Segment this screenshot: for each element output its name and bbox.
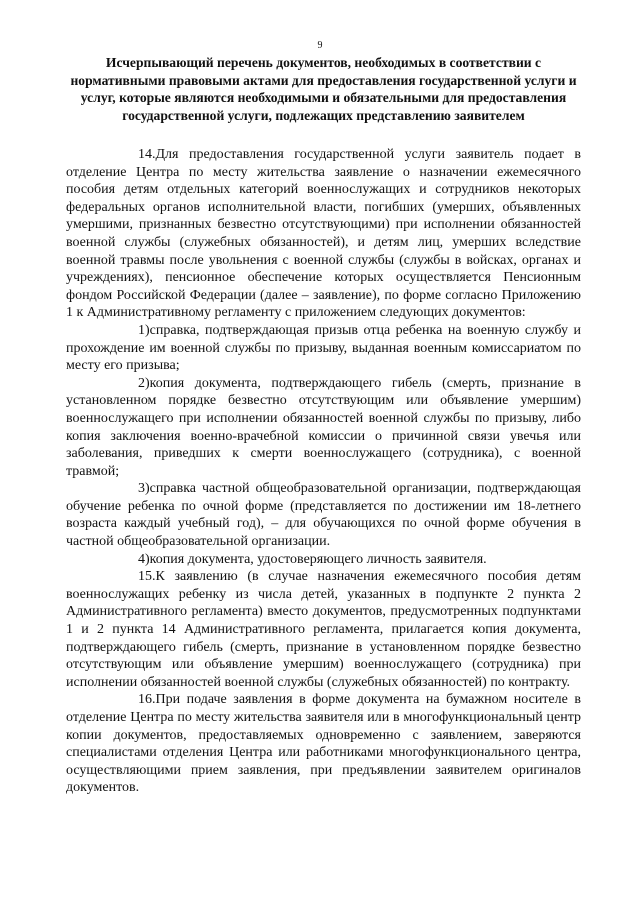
list-item-number: 2) xyxy=(138,375,150,391)
list-item-text: справка частной общеобразовательной организации, подтверждающая обучение ребенка по очной форме (представляется по достижении им 18-летнего возраста каждый учебный год), – для обучающихся по очной форме обучения в частной общеобразовательной организации. xyxy=(66,481,581,550)
paragraph-number: 16. xyxy=(138,692,156,708)
section-heading: Исчерпывающий перечень документов, необходимых в соответствии с нормативными правовыми актами для предоставления государственной услуги и услуг, которые являются необходимыми и обязательными для предоставления государственной услуги, подлежащих представлению заявителем xyxy=(70,55,577,123)
list-item-number: 3) xyxy=(138,481,150,497)
paragraph-text: При подаче заявления в форме документа на бумажном носителе в отделение Центра по месту жительства заявителя или в многофункциональный центр копии документов, предоставляемых одновременно с заявлением, заверяются специалистами отделения Центра или работниками многофункционального центра, осуществляющими прием заявления, при предъявлении заявителем оригиналов документов. xyxy=(66,692,581,796)
paragraph-text: К заявлению (в случае назначения ежемесячного пособия детям военнослужащих ребенку из числа детей, указанных в подпункте 2 пункта 2 Административного регламента) вместо документов, предусмотренных подпунктами 1 и 2 пункта 14 Административного регламента, прилагается копия документа, подтверждающего гибель (смерть, признание в установленном порядке безвестно отсутствующим или объявление умершим) военнослужащего (сотрудника) при исполнении обязанностей военной службы (служебных обязанностей) по контракту. xyxy=(66,569,581,690)
list-item-text: копия документа, удостоверяющего личность заявителя. xyxy=(149,551,487,567)
paragraph-number: 15. xyxy=(138,569,156,585)
paragraph-text: Для предоставления государственной услуги заявитель подает в отделение Центра по месту жительства заявление о назначении ежемесячного пособия детям отдельных категорий военнослужащих и сотрудников некоторых федеральных органов исполнительной власти, погибших (умерших, объявленных умершими, признанных безвестно отсутствующими) при исполнении обязанностей военной службы (служебных обязанностей), и детям лиц, умерших вследствие военной травмы после увольнения с военной службы (службы в войсках, органах и учреждениях), пенсионное обеспечение которых осуществляется Пенсионным фондом Российской Федерации (далее – заявление), по форме согласно Приложению 1 к Административному регламенту с приложением следующих документов: xyxy=(66,147,581,321)
list-item-2 xyxy=(66,375,581,481)
list-item-3 xyxy=(66,480,581,550)
list-item-4 xyxy=(66,551,581,569)
list-item-number: 1) xyxy=(138,322,150,338)
page-number: 9 xyxy=(317,40,323,51)
list-item-number: 4) xyxy=(138,551,150,567)
list-item-1 xyxy=(66,322,581,375)
paragraph-number: 14. xyxy=(138,147,156,162)
document-page xyxy=(66,40,581,797)
list-item-text: справка, подтверждающая призыв отца ребенка на военную службу и прохождение им военной службы по призыву, выданная военным комиссариатом по месту его призыва; xyxy=(66,322,581,374)
list-item-text: копия документа, подтверждающего гибель (смерть, признание в установленном порядке безвестно отсутствующим или объявление умершим) военнослужащего при исполнении обязанностей военной службы по призыву, либо копия заключения военно-врачебной комиссии о причинной связи увечья или заболевания, приведших к смерти военнослужащего (сотрудника), с военной травмой; xyxy=(66,375,581,479)
paragraph-15 xyxy=(66,568,581,691)
document-body xyxy=(66,146,581,797)
paragraph-14 xyxy=(66,146,581,322)
paragraph-16 xyxy=(66,691,581,797)
